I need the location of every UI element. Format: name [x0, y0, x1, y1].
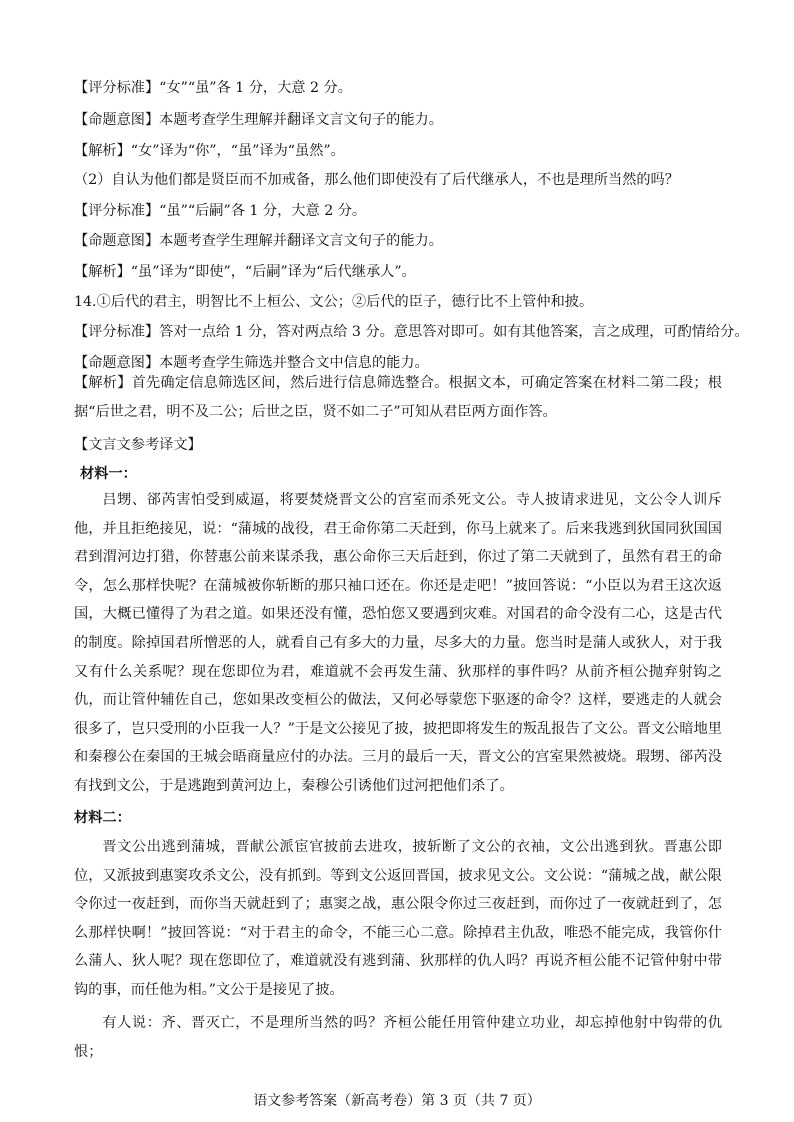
material-two-title: 材料二：: [74, 810, 131, 826]
scoring-criteria-line: 【评分标准】“虽”“后嗣”各 1 分，大意 2 分。: [74, 203, 367, 219]
intent-line: 【命题意图】本题考查学生理解并翻译文言文句子的能力。: [74, 233, 443, 249]
intent-line: 【命题意图】本题考查学生筛选并整合文中信息的能力。: [74, 355, 429, 371]
analysis-line: 【解析】“虽”译为“即使”，“后嗣”译为“后代继承人”。: [74, 264, 416, 280]
analysis-line: 【解析】“女”译为“你”，“虽”译为“虽然”。: [74, 143, 345, 159]
analysis-paragraph: 【解析】首先确定信息筛选区间，然后进行信息筛选整合。根据文本，可确定答案在材料二第二段；根据“后世之君，明不及二公；后世之臣，贤不如二子”可知从君臣两方面作答。: [74, 375, 722, 420]
scoring-criteria-line: 【评分标准】“女”“虽”各 1 分，大意 2 分。: [74, 80, 352, 96]
material-two-text: 晋文公出逃到蒲城，晋献公派宦官披前去进攻，披斩断了文公的衣袖，文公出逃到狄。晋惠公即位，又派披到惠窦攻杀文公，没有抓到。等到文公返回晋国，披求见文公。文公说：“蒲城之战，献公限令你过一夜赶到，而你当天就赶到了；惠窦之战，惠公限令你过三夜赶到，而你过了一夜就赶到了，怎么那样快啊！”披回答说：“对于君主的命令，不能三心二意。除掉君主仇敌，唯恐不能完成，我管你什么蒲人、狄人呢？现在您即位了，难道就没有逃到蒲、狄那样的仇人吗？再说齐桓公能不记管仲射中带钩的事，而任他为相。”文公于是接见了披。: [74, 839, 722, 998]
question-14-answer: 14.①后代的君主，明智比不上桓公、文公；②后代的臣子，德行比不上管仲和披。: [74, 294, 594, 310]
material-one-title: 材料一：: [80, 466, 137, 482]
page-footer: 语文参考答案（新高考卷）第 3 页（共 7 页）: [253, 1093, 541, 1109]
intent-line: 【命题意图】本题考查学生理解并翻译文言文句子的能力。: [74, 112, 443, 128]
scoring-criteria-line: 【评分标准】答对一点给 1 分，答对两点给 3 分。意思答对即可。如有其他答案，言之成理，可酌情给分。: [74, 324, 749, 340]
question-answer-line: （2）自认为他们都是贤臣而不加戒备，那么他们即使没有了后代继承人，不也是理所当然的吗？: [74, 172, 679, 188]
material-two-text-continued: 有人说：齐、晋灭亡，不是理所当然的吗？齐桓公能任用管仲建立功业，却忘掉他射中钩带的仇恨；: [74, 1015, 722, 1060]
translation-heading: 【文言文参考译文】: [74, 437, 202, 453]
material-one-text: 吕甥、郤芮害怕受到威逼，将要焚烧晋文公的宫室而杀死文公。寺人披请求进见，文公令人训斥他，并且拒绝接见，说：“蒲城的战役，君王命你第二天赶到，你马上就来了。后来我逃到狄国同狄国国君到渭河边打猎，你替惠公前来谋杀我，惠公命你三天后赶到，你过了第二天就到了，虽然有君王的命令，怎么那样快呢？在蒲城被你斩断的那只袖口还在。你还是走吧！”披回答说：“小臣以为君王这次返国，大概已懂得了为君之道。如果还没有懂，恐怕您又要遇到灾难。对国君的命令没有二心，这是古代的制度。除掉国君所憎恶的人，就看自己有多大的力量，尽多大的力量。您当时是蒲人或狄人，对于我又有什么关系呢？现在您即位为君，难道就不会再发生蒲、狄那样的事件吗？从前齐桓公抛弃射钩之仇，而让管仲辅佐自己，您如果改变桓公的做法，又何必辱蒙您下驱逐的命令？这样，要逃走的人就会很多了，岂只受刑的小臣我一人？”于是文公接见了披，披把即将发生的叛乱报告了文公。晋文公暗地里和秦穆公在秦国的王城会晤商量应付的办法。三月的最后一天，晋文公的宫室果然被烧。瑕甥、郤芮没有找到文公，于是逃跑到黄河边上，秦穆公引诱他们过河把他们杀了。: [74, 492, 722, 794]
